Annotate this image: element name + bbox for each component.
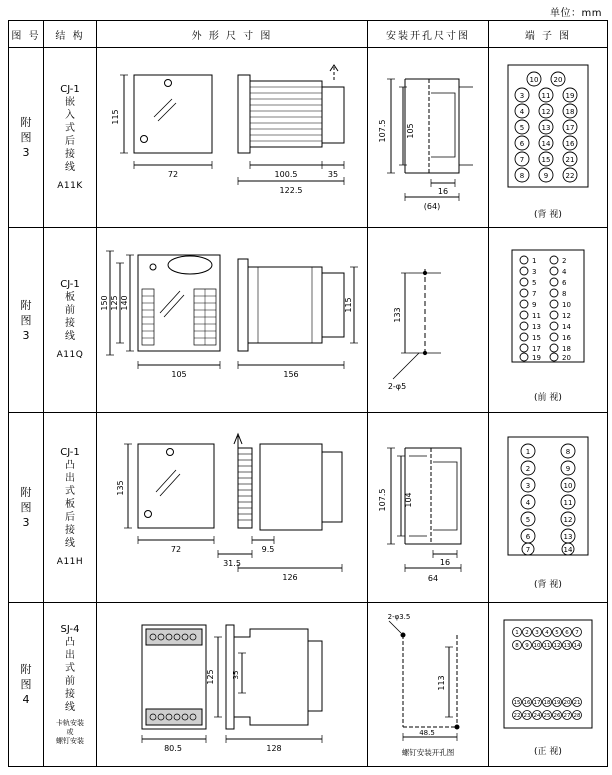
svg-text:72: 72: [167, 169, 179, 179]
svg-text:8: 8: [565, 448, 571, 456]
row1-no-line2: 图: [20, 131, 32, 144]
row3-no-line1: 附: [20, 486, 32, 499]
svg-text:7: 7: [519, 156, 525, 164]
svg-text:26: 26: [553, 713, 561, 719]
row4-no-line2: 图: [20, 678, 32, 691]
svg-text:10: 10: [562, 300, 571, 309]
row2-d2: 接: [65, 318, 75, 329]
row4-outline-drawing: [97, 603, 368, 767]
row4-d0: 凸: [65, 637, 75, 648]
row4-terminal-caption: (正 视): [534, 747, 562, 757]
svg-text:10: 10: [533, 643, 541, 649]
row4-no-line1: 附: [20, 663, 32, 676]
svg-text:9: 9: [532, 300, 537, 309]
row4-d3: 前: [65, 676, 75, 687]
row4-mount-caption: 螺钉安装开孔图: [401, 747, 455, 757]
row2-no-line1: 附: [20, 298, 32, 312]
svg-text:15: 15: [513, 700, 521, 706]
row3-outline-drawing: [97, 413, 368, 603]
row2-outline-drawing: [97, 228, 368, 413]
svg-text:104: 104: [404, 491, 413, 508]
svg-text:133: 133: [393, 306, 402, 323]
svg-text:12: 12: [562, 311, 571, 320]
table-row: [9, 413, 608, 603]
svg-text:24: 24: [533, 713, 541, 719]
table-row: [9, 228, 608, 413]
row2-d3: 线: [65, 331, 75, 342]
row3-mount-drawing: [368, 413, 489, 603]
svg-text:31.5: 31.5: [223, 558, 241, 568]
svg-text:11: 11: [532, 311, 541, 320]
svg-text:5: 5: [555, 630, 559, 636]
row4-mount-drawing: [368, 603, 489, 767]
svg-text:27: 27: [563, 713, 571, 719]
row1-d4: 接: [65, 148, 75, 160]
svg-text:12: 12: [563, 516, 573, 524]
svg-text:14: 14: [563, 546, 573, 554]
svg-text:2: 2: [525, 465, 531, 473]
svg-text:72: 72: [170, 544, 182, 554]
row2-d0: 板: [65, 292, 75, 303]
row2-no-line3: 3: [22, 328, 30, 342]
row2-model: CJ-1: [60, 279, 80, 290]
svg-text:5: 5: [519, 124, 525, 132]
svg-text:8: 8: [515, 643, 519, 649]
svg-text:22: 22: [513, 713, 521, 719]
row3-model: CJ-1: [60, 447, 80, 458]
row4-d4: 接: [65, 689, 75, 700]
svg-text:125: 125: [110, 294, 119, 311]
table-header-row: [9, 21, 608, 48]
svg-text:21: 21: [565, 156, 575, 164]
svg-text:6: 6: [565, 630, 569, 636]
svg-text:5: 5: [532, 278, 537, 287]
svg-text:10: 10: [529, 76, 539, 84]
svg-text:2-φ5: 2-φ5: [387, 381, 407, 391]
svg-text:35: 35: [327, 169, 339, 179]
row1-no-line1: 附: [20, 116, 32, 129]
svg-text:64: 64: [427, 573, 439, 583]
svg-text:150: 150: [100, 294, 109, 311]
svg-text:6: 6: [519, 140, 525, 148]
svg-text:6: 6: [562, 278, 567, 287]
svg-text:135: 135: [116, 479, 125, 496]
row2-terminal-caption: (前 视): [534, 392, 562, 403]
svg-text:19: 19: [565, 92, 575, 100]
svg-text:35: 35: [232, 670, 240, 679]
table-row: [9, 48, 608, 228]
svg-text:16: 16: [562, 333, 571, 342]
svg-text:7: 7: [525, 546, 531, 554]
row1-d2: 式: [65, 122, 75, 134]
row2-structure: [44, 228, 97, 413]
svg-text:5: 5: [525, 516, 531, 524]
svg-text:128: 128: [266, 743, 282, 753]
row1-dim-115: 115: [111, 108, 120, 125]
svg-text:107.5: 107.5: [378, 488, 387, 511]
svg-text:140: 140: [120, 294, 129, 311]
row1-d3: 后: [65, 135, 75, 147]
svg-text:13: 13: [532, 322, 541, 331]
svg-text:16: 16: [523, 700, 531, 706]
svg-text:9.5: 9.5: [261, 544, 275, 554]
svg-text:4: 4: [562, 267, 567, 276]
svg-text:7: 7: [575, 630, 579, 636]
svg-text:17: 17: [565, 124, 575, 132]
svg-text:2-φ3.5: 2-φ3.5: [387, 612, 411, 621]
row4-note0: 卡轨安装: [56, 719, 84, 727]
svg-text:122.5: 122.5: [279, 185, 303, 195]
svg-text:2: 2: [562, 256, 567, 265]
svg-text:8: 8: [519, 172, 525, 180]
svg-text:16: 16: [565, 140, 575, 148]
svg-text:11: 11: [563, 499, 573, 507]
row2-no-line2: 图: [20, 313, 32, 327]
svg-text:9: 9: [525, 643, 529, 649]
row-number-2: [9, 228, 44, 413]
svg-text:12: 12: [541, 108, 551, 116]
row1-code: A11K: [57, 180, 83, 191]
header-col-term: 端 子 图: [489, 21, 608, 48]
row2-terminal-diagram: [489, 228, 608, 413]
row3-d6: 线: [65, 538, 75, 549]
svg-text:6: 6: [525, 533, 531, 541]
svg-text:80.5: 80.5: [164, 743, 182, 753]
svg-text:17: 17: [532, 344, 541, 353]
row2-mount-drawing: [368, 228, 489, 413]
svg-text:113: 113: [437, 674, 446, 691]
svg-text:126: 126: [282, 572, 298, 582]
svg-text:20: 20: [553, 76, 563, 84]
svg-text:3: 3: [535, 630, 539, 636]
svg-text:23: 23: [523, 713, 531, 719]
header-col-no: 图 号: [9, 21, 44, 48]
svg-text:20: 20: [563, 700, 571, 706]
svg-text:19: 19: [532, 353, 541, 362]
svg-text:105: 105: [171, 369, 187, 379]
row1-no-line3: 3: [22, 146, 30, 159]
svg-text:48.5: 48.5: [419, 728, 435, 737]
unit-label: 单位：mm: [550, 8, 602, 19]
row4-model: SJ-4: [60, 624, 80, 635]
svg-text:22: 22: [565, 172, 575, 180]
svg-text:25: 25: [543, 713, 551, 719]
row3-no-line3: 3: [22, 516, 30, 529]
svg-text:17: 17: [533, 700, 541, 706]
svg-text:18: 18: [562, 344, 571, 353]
svg-text:28: 28: [573, 713, 581, 719]
row-number-3: [9, 413, 44, 603]
svg-text:11: 11: [543, 643, 551, 649]
header-col-mount: 安装开孔尺寸图: [368, 21, 489, 48]
svg-text:14: 14: [573, 643, 581, 649]
row-number-4: [9, 603, 44, 767]
row1-mount-drawing: [368, 48, 489, 228]
row4-terminal-diagram: [489, 603, 608, 767]
svg-text:14: 14: [541, 140, 551, 148]
row1-model: CJ-1: [60, 83, 80, 95]
svg-text:4: 4: [545, 630, 549, 636]
row1-terminal-caption: (背 视): [534, 210, 562, 220]
svg-text:125: 125: [206, 668, 215, 685]
row3-d2: 式: [65, 486, 75, 497]
svg-text:10: 10: [563, 482, 573, 490]
svg-text:14: 14: [562, 322, 571, 331]
row2-d1: 前: [65, 305, 75, 316]
svg-text:16: 16: [439, 557, 451, 567]
row3-no-line2: 图: [20, 501, 32, 514]
row1-structure: [44, 48, 97, 228]
svg-text:21: 21: [573, 700, 581, 706]
dimension-table: [8, 20, 608, 767]
row3-d5: 接: [65, 525, 75, 536]
svg-text:19: 19: [553, 700, 561, 706]
svg-text:11: 11: [541, 92, 551, 100]
row1-outline-drawing: [97, 48, 368, 228]
svg-text:4: 4: [525, 499, 531, 507]
svg-text:15: 15: [541, 156, 551, 164]
svg-text:1: 1: [525, 448, 531, 456]
row4-note1: 或: [66, 728, 74, 736]
svg-text:9: 9: [565, 465, 571, 473]
row3-terminal-caption: (背 视): [534, 580, 562, 590]
row4-d2: 式: [65, 663, 75, 674]
row3-d4: 后: [65, 512, 75, 523]
row4-note2: 螺钉安装: [56, 737, 84, 745]
row3-d3: 板: [65, 499, 75, 510]
svg-text:16: 16: [437, 186, 449, 196]
svg-text:107.5: 107.5: [378, 119, 387, 142]
svg-text:12: 12: [553, 643, 561, 649]
row3-code: A11H: [56, 557, 84, 567]
row3-d1: 出: [65, 473, 75, 484]
row1-terminal-diagram: [489, 48, 608, 228]
svg-text:13: 13: [541, 124, 551, 132]
svg-text:18: 18: [543, 700, 551, 706]
row1-d0: 嵌: [65, 96, 75, 108]
row4-structure: [44, 603, 97, 767]
svg-text:20: 20: [562, 353, 571, 362]
row3-terminal-diagram: [489, 413, 608, 603]
svg-text:15: 15: [532, 333, 541, 342]
svg-text:156: 156: [283, 369, 299, 379]
row-number-1: [9, 48, 44, 228]
row1-d1: 入: [65, 109, 75, 121]
svg-text:18: 18: [565, 108, 575, 116]
svg-text:105: 105: [406, 122, 415, 139]
svg-text:3: 3: [532, 267, 537, 276]
svg-text:7: 7: [532, 289, 537, 298]
svg-text:1: 1: [515, 630, 519, 636]
header-col-outline: 外 形 尺 寸 图: [97, 21, 368, 48]
row1-d5: 线: [65, 161, 75, 173]
svg-text:2: 2: [525, 630, 529, 636]
svg-text:115: 115: [344, 296, 353, 313]
svg-text:3: 3: [525, 482, 531, 490]
svg-text:100.5: 100.5: [274, 169, 298, 179]
svg-text:(64): (64): [423, 201, 441, 211]
svg-text:13: 13: [563, 533, 573, 541]
table-row: [9, 603, 608, 767]
row4-no-line3: 4: [22, 693, 30, 706]
row2-code: A11Q: [56, 350, 84, 360]
svg-text:3: 3: [519, 92, 525, 100]
svg-text:13: 13: [563, 643, 571, 649]
row3-d0: 凸: [65, 460, 75, 471]
row3-structure: [44, 413, 97, 603]
header-col-struct: 结 构: [44, 21, 97, 48]
row4-d1: 出: [65, 650, 75, 661]
svg-text:1: 1: [532, 256, 537, 265]
svg-text:8: 8: [562, 289, 567, 298]
row4-d5: 线: [65, 702, 75, 713]
svg-text:9: 9: [543, 172, 549, 180]
svg-text:4: 4: [519, 108, 525, 116]
